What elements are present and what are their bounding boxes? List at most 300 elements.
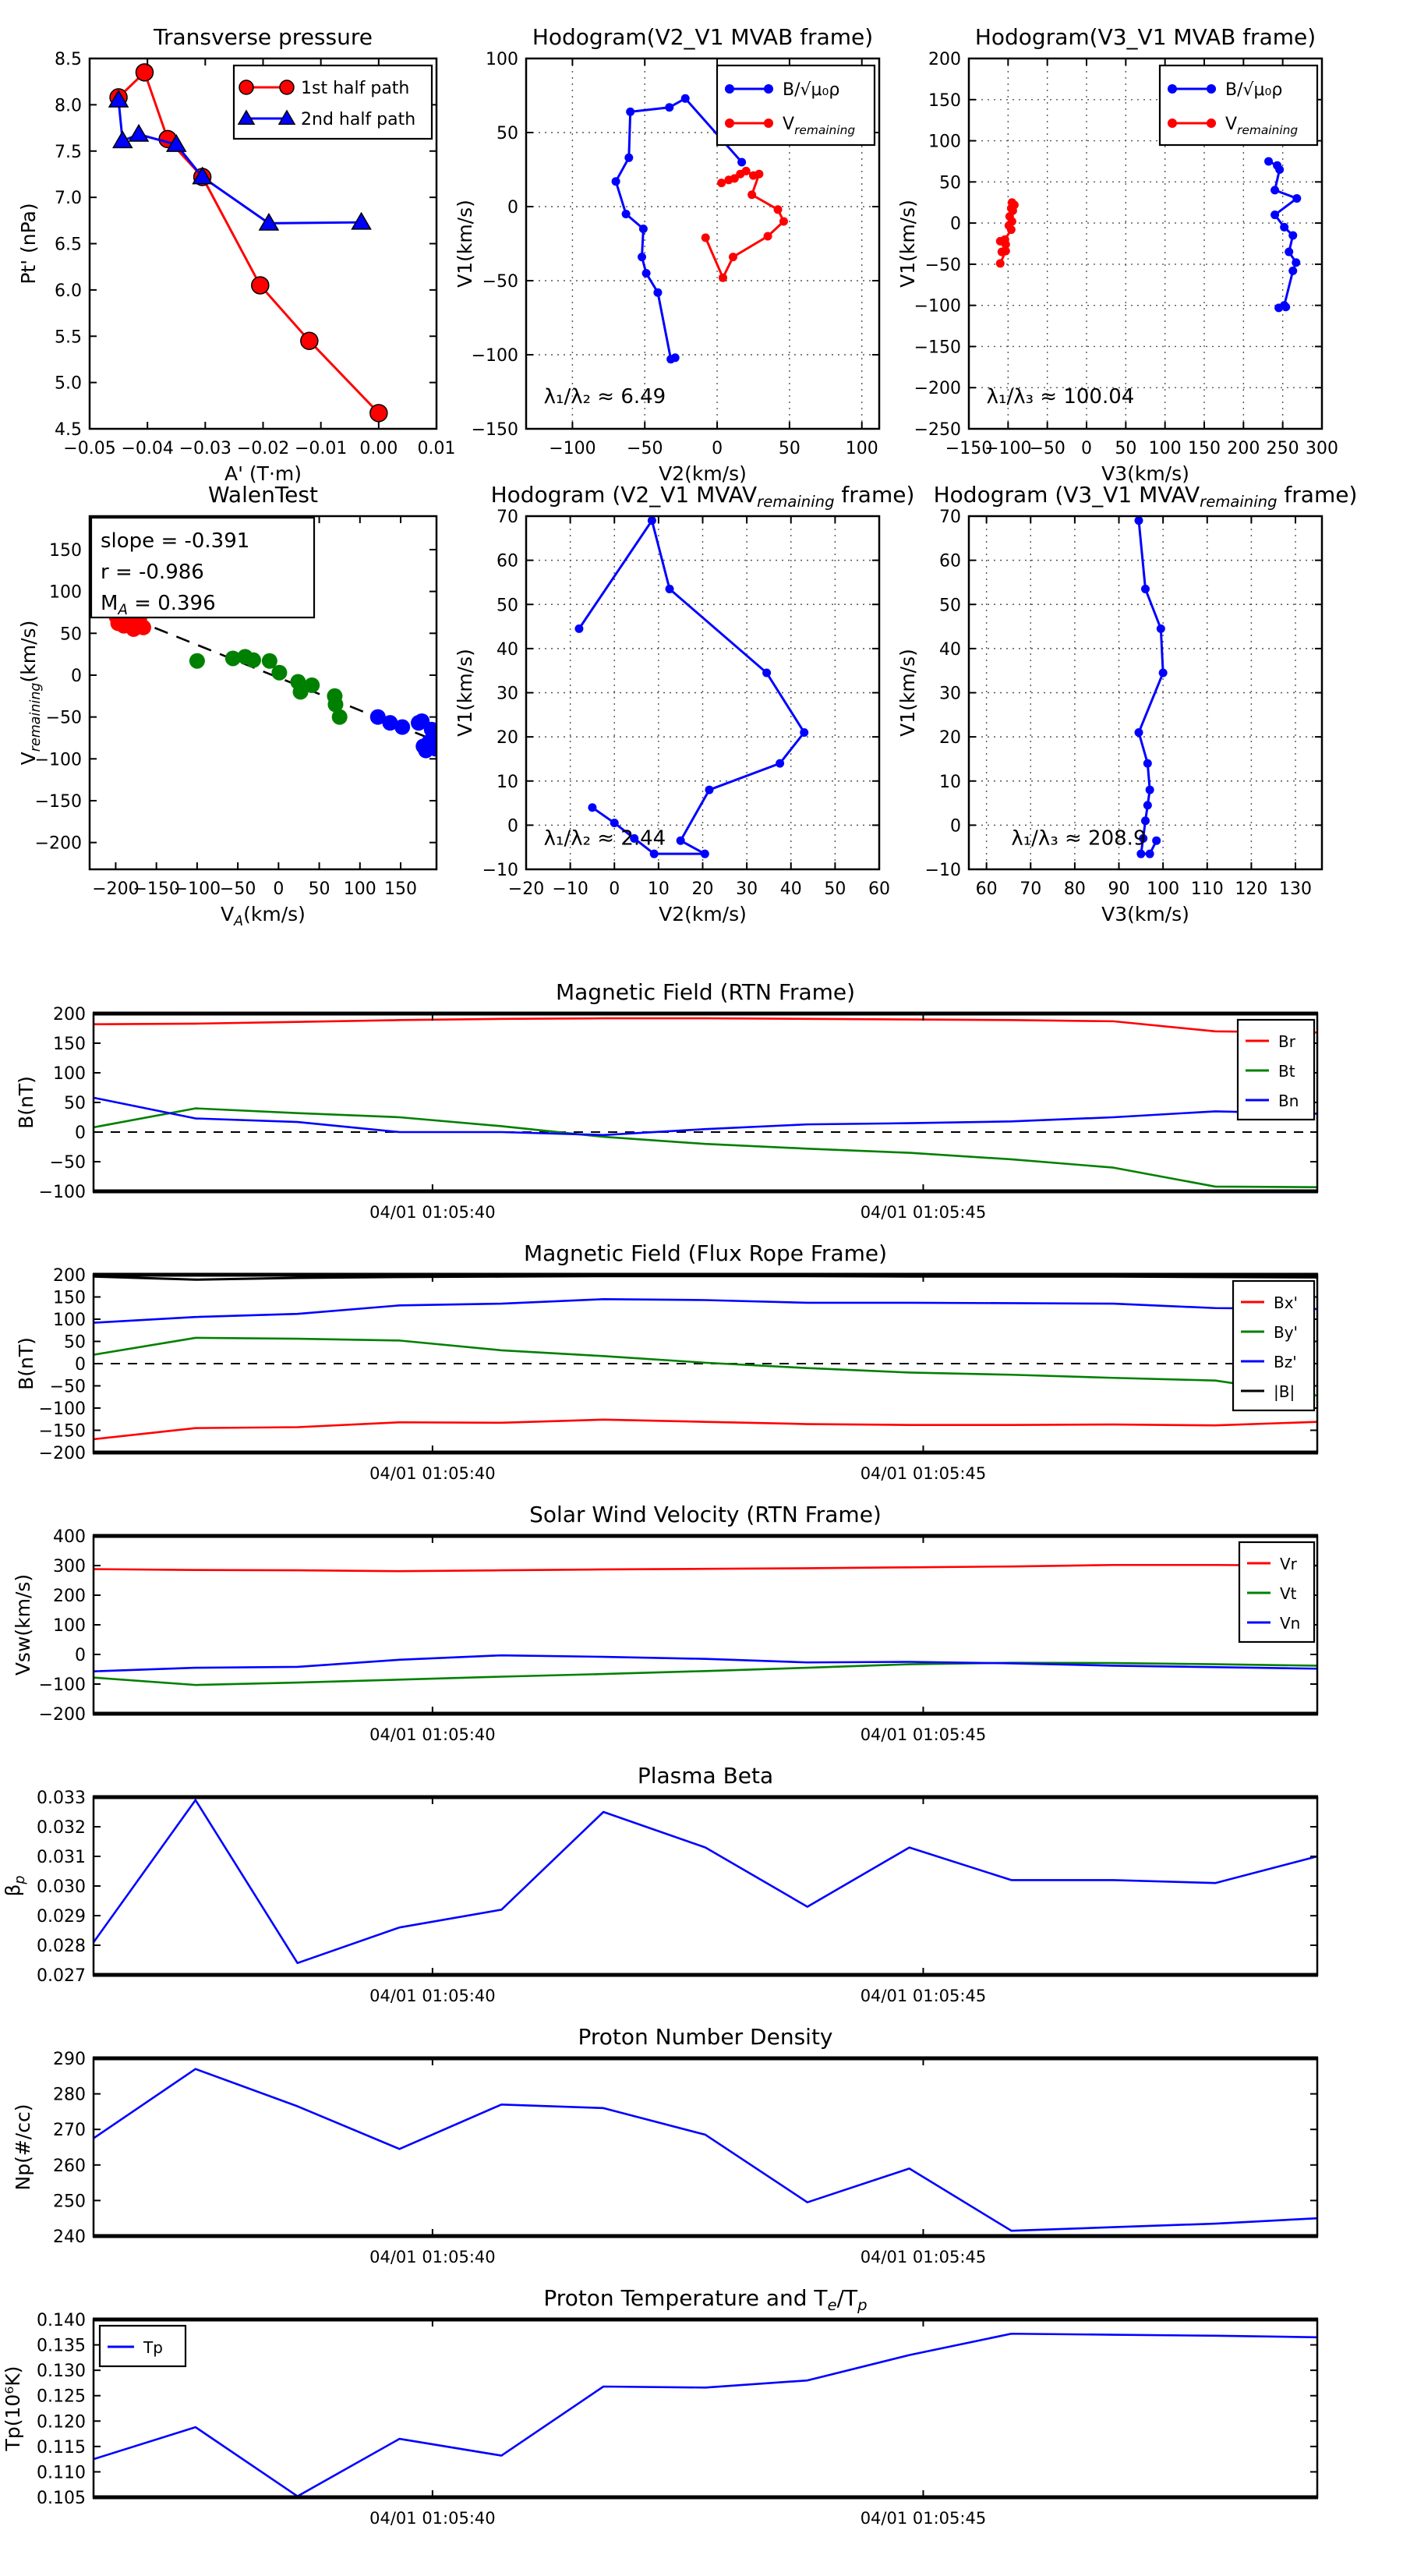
y-tick-label: 0	[75, 1646, 86, 1665]
x-axis-label: A' (T·m)	[224, 462, 302, 485]
x-tick-label: 0.01	[417, 439, 456, 458]
y-tick-label: 0.105	[37, 2489, 86, 2508]
x-tick-label: 70	[1020, 879, 1042, 899]
series-Br	[94, 1018, 1317, 1032]
time-tick-label: 04/01 01:05:40	[369, 2509, 496, 2528]
y-tick-label: −100	[38, 1399, 86, 1419]
marker-dot	[1264, 157, 1273, 165]
series-Bt	[94, 1109, 1317, 1187]
y-tick-label: 0.027	[37, 1966, 86, 1986]
y-tick-label: 100	[928, 132, 961, 152]
x-tick-label: 250	[1266, 439, 1299, 458]
y-tick-label: 30	[939, 684, 961, 704]
panel-magnetic-field-rtn	[15, 979, 1318, 1222]
x-tick-label: 10	[647, 879, 670, 899]
stats-line: $M_A = 0.396$	[101, 592, 216, 618]
marker-dot	[747, 190, 756, 199]
marker-dot	[677, 837, 685, 845]
y-tick-label: 40	[497, 639, 518, 660]
marker-dot	[1002, 247, 1010, 256]
y-tick-label: 8.0	[55, 96, 82, 116]
y-tick-label: −100	[38, 1675, 86, 1695]
legend-label: $V_{remaining}$	[783, 115, 856, 137]
y-tick-label: 60	[939, 551, 961, 571]
x-tick-label: 100	[1147, 879, 1180, 899]
marker-dot	[1146, 850, 1154, 858]
marker-dot	[304, 678, 320, 693]
x-tick-label: −150	[945, 439, 993, 458]
x-tick-label: −20	[507, 879, 545, 899]
panel-title: Transverse pressure	[154, 24, 373, 50]
x-tick-label: 40	[779, 879, 802, 899]
y-tick-label: 400	[53, 1527, 86, 1547]
marker-circle	[136, 64, 153, 81]
legend-label: 2nd half path	[301, 110, 416, 129]
y-tick-label: 0.130	[37, 2362, 86, 2382]
x-tick-label: 60	[975, 879, 998, 899]
marker-dot	[1207, 119, 1216, 128]
y-axis-label: V1(km/s)	[896, 200, 919, 288]
y-tick-label: −200	[34, 833, 82, 854]
marker-dot	[719, 274, 727, 282]
x-tick-label: 90	[1108, 879, 1130, 899]
y-tick-label: 0	[71, 666, 82, 686]
y-tick-label: 150	[928, 90, 961, 111]
y-tick-label: −50	[49, 1153, 86, 1173]
series-group	[1135, 516, 1168, 858]
panel-hodogram-v3v1-mvav	[896, 482, 1357, 925]
y-tick-label: 150	[53, 1035, 86, 1054]
x-tick-label: 20	[691, 879, 714, 899]
series-group	[94, 2334, 1317, 2496]
marker-dot	[1157, 625, 1165, 633]
y-axis-label: V1(km/s)	[454, 649, 476, 737]
legend-label: Tp	[143, 2338, 163, 2357]
marker-dot	[1146, 786, 1154, 794]
panel-title: Hodogram(V2_V1 MVAB frame)	[532, 24, 874, 50]
panel-proton-number-density	[12, 2024, 1318, 2266]
x-tick-label: 0	[273, 879, 284, 899]
marker-dot	[1292, 258, 1300, 267]
lambda-annotation: λ₁/λ₃ ≈ 100.04	[986, 384, 1135, 409]
series-Vr	[94, 1565, 1317, 1571]
x-axis-label: V2(km/s)	[659, 462, 747, 485]
legend-label: B/√μ₀ρ	[1225, 80, 1283, 100]
y-tick-label: 200	[53, 1005, 86, 1024]
y-tick-label: 6.5	[55, 235, 82, 255]
series-Bx-prime	[94, 1420, 1317, 1439]
marker-dot	[701, 850, 709, 858]
marker-dot	[800, 728, 808, 737]
x-tick-label: −50	[1029, 439, 1066, 458]
y-tick-label: 0	[950, 214, 961, 235]
time-tick-label: 04/01 01:05:40	[369, 1464, 496, 1483]
y-tick-label: 100	[49, 582, 82, 603]
y-tick-label: 6.0	[55, 281, 82, 301]
panel-title: Proton Temperature and $T_e/T_p$	[543, 2285, 868, 2314]
y-tick-label: −150	[38, 1421, 86, 1442]
legend-label: |B|	[1274, 1382, 1295, 1401]
y-tick-label: 0	[507, 816, 518, 837]
y-tick-label: 0.033	[37, 1789, 86, 1808]
y-tick-label: 0.115	[37, 2437, 86, 2457]
x-tick-label: 150	[1188, 439, 1221, 458]
y-tick-label: 0.135	[37, 2336, 86, 2356]
x-tick-label: 60	[868, 879, 890, 899]
x-tick-label: 200	[1227, 439, 1260, 458]
marker-dot	[1207, 84, 1216, 94]
series-V-remaining	[705, 171, 783, 278]
y-tick-label: 240	[53, 2227, 86, 2247]
y-tick-label: 50	[60, 625, 82, 645]
y-tick-label: 0.125	[37, 2387, 86, 2407]
panel-title: WalenTest	[208, 482, 318, 508]
marker-triangle	[352, 213, 371, 229]
marker-dot	[653, 288, 662, 297]
time-tick-label: 04/01 01:05:45	[860, 1203, 987, 1222]
x-tick-label: −50	[219, 879, 256, 899]
y-tick-label: 20	[939, 728, 961, 748]
y-tick-label: 0.029	[37, 1907, 86, 1927]
series-group	[94, 2069, 1317, 2231]
time-tick-label: 04/01 01:05:40	[369, 1987, 496, 2005]
y-tick-label: 10	[497, 772, 518, 792]
y-tick-label: 0.028	[37, 1937, 86, 1956]
y-tick-label: 0	[75, 1123, 86, 1143]
marker-dot	[671, 353, 680, 362]
y-tick-label: 200	[53, 1266, 86, 1286]
marker-dot	[189, 653, 205, 669]
y-tick-label: 200	[928, 50, 961, 69]
marker-dot	[624, 154, 633, 162]
axes-frame	[94, 1014, 1317, 1191]
marker-dot	[574, 625, 583, 633]
panel-walen-test	[17, 482, 444, 929]
marker-dot	[774, 205, 783, 214]
marker-triangle	[129, 125, 148, 141]
y-tick-label: 70	[497, 508, 518, 527]
legend-label: Bt	[1278, 1062, 1295, 1081]
legend-label: $V_{remaining}$	[1225, 115, 1299, 137]
y-axis-label: Pt' (nPa)	[17, 203, 40, 285]
x-tick-label: 50	[1115, 439, 1137, 458]
x-tick-label: 50	[824, 879, 846, 899]
marker-dot	[776, 759, 784, 768]
y-axis-label: B(nT)	[15, 1337, 37, 1390]
time-tick-label: 04/01 01:05:40	[369, 2248, 496, 2266]
y-tick-label: 290	[53, 2050, 86, 2069]
time-tick-label: 04/01 01:05:40	[369, 1725, 496, 1744]
y-tick-label: 7.5	[55, 142, 82, 162]
y-tick-label: 0.110	[37, 2463, 86, 2483]
marker-dot	[1270, 211, 1279, 219]
y-axis-label: Np(#/cc)	[12, 2104, 34, 2191]
x-tick-label: −0.01	[294, 439, 348, 458]
y-tick-label: −200	[914, 379, 961, 399]
time-tick-label: 04/01 01:05:45	[860, 1987, 987, 2005]
y-tick-label: 270	[53, 2121, 86, 2141]
legend-label: Br	[1278, 1032, 1295, 1051]
y-tick-label: −100	[34, 750, 82, 770]
marker-dot	[1143, 759, 1152, 768]
time-tick-label: 04/01 01:05:45	[860, 2509, 987, 2528]
panel-transverse-pressure	[17, 24, 455, 485]
y-axis-label: V1(km/s)	[896, 649, 919, 737]
y-axis-label: V1(km/s)	[454, 200, 476, 288]
x-tick-label: −100	[984, 439, 1032, 458]
x-tick-label: −50	[627, 439, 663, 458]
panel-title: Hodogram (V3_V1 $MVAV_{remaining}$ frame)	[933, 482, 1358, 511]
series-Tp	[94, 2334, 1317, 2496]
marker-dot	[1280, 223, 1288, 232]
y-tick-label: 0.032	[37, 1818, 86, 1838]
marker-dot	[1168, 119, 1177, 128]
marker-dot	[394, 720, 410, 735]
legend-label: Bz'	[1274, 1353, 1297, 1371]
marker-dot	[764, 232, 772, 241]
panel-title: Proton Number Density	[578, 2024, 833, 2050]
y-tick-label: 10	[939, 772, 961, 792]
x-tick-label: 120	[1235, 879, 1268, 899]
x-tick-label: −0.05	[63, 439, 116, 458]
y-tick-label: 0.031	[37, 1848, 86, 1867]
x-tick-label: 100	[343, 879, 376, 899]
y-tick-label: −150	[34, 791, 82, 812]
marker-dot	[764, 119, 773, 128]
y-tick-label: 300	[53, 1557, 86, 1576]
y-tick-label: 40	[939, 639, 961, 660]
marker-dot	[725, 119, 734, 128]
marker-dot	[622, 210, 631, 218]
marker-dot	[136, 620, 151, 635]
marker-dot	[779, 218, 788, 226]
axes-frame	[94, 1797, 1317, 1975]
time-tick-label: 04/01 01:05:45	[860, 1725, 987, 1744]
y-tick-label: −150	[471, 420, 518, 440]
x-tick-label: −200	[92, 879, 140, 899]
panel-magnetic-field-flux-rope	[15, 1240, 1318, 1483]
panel-proton-temperature	[2, 2285, 1318, 2528]
x-tick-label: −100	[549, 439, 596, 458]
axes-frame	[94, 1536, 1317, 1714]
marker-dot	[1292, 194, 1301, 203]
y-tick-label: −200	[38, 1705, 86, 1725]
y-tick-label: 50	[939, 173, 961, 193]
marker-circle	[280, 80, 294, 94]
legend-label: By'	[1274, 1323, 1299, 1342]
y-tick-label: 50	[497, 596, 518, 616]
series-Np	[94, 2069, 1317, 2231]
time-tick-label: 04/01 01:05:45	[860, 2248, 987, 2266]
y-tick-label: 260	[53, 2156, 86, 2176]
y-tick-label: −100	[914, 296, 961, 317]
marker-dot	[1135, 728, 1143, 737]
y-tick-label: −150	[914, 338, 961, 358]
series-beta-p	[94, 1800, 1317, 1963]
axes-frame	[94, 2058, 1317, 2236]
y-tick-label: 8.5	[55, 50, 82, 69]
marker-dot	[1141, 816, 1150, 825]
marker-dot	[705, 786, 713, 794]
marker-dot	[271, 665, 287, 681]
marker-dot	[638, 253, 646, 261]
y-tick-label: 5.0	[55, 373, 82, 394]
marker-dot	[1285, 248, 1293, 257]
series-group	[94, 1800, 1317, 1963]
y-tick-label: 20	[497, 728, 518, 748]
series-v-hodogram	[579, 521, 804, 855]
y-tick-label: −100	[471, 346, 518, 366]
y-tick-label: −50	[482, 272, 518, 292]
panel-title: Hodogram(V3_V1 MVAB frame)	[974, 24, 1316, 50]
time-tick-label: 04/01 01:05:45	[860, 1464, 987, 1483]
legend-label: 1st half path	[301, 79, 410, 98]
time-tick-label: 04/01 01:05:40	[369, 1203, 496, 1222]
y-tick-label: 50	[64, 1332, 86, 1353]
marker-dot	[1159, 669, 1168, 678]
marker-dot	[1288, 267, 1297, 275]
panel-plasma-beta	[2, 1763, 1318, 2005]
marker-dot	[725, 84, 734, 94]
legend-label: Bn	[1278, 1092, 1299, 1110]
y-tick-label: 4.5	[55, 420, 82, 440]
marker-dot	[755, 170, 763, 179]
y-tick-label: 0	[950, 816, 961, 837]
x-tick-label: −0.04	[121, 439, 174, 458]
series-group	[94, 1276, 1317, 1439]
y-tick-label: −10	[924, 861, 961, 880]
marker-dot	[642, 269, 651, 278]
panel-hodogram-v2v1-mvab	[454, 24, 879, 485]
y-tick-label: 30	[497, 684, 518, 704]
marker-dot	[1168, 84, 1177, 94]
x-axis-label: V3(km/s)	[1101, 462, 1189, 485]
series-Bz-prime	[94, 1299, 1317, 1322]
marker-dot	[742, 167, 751, 175]
panel-solar-wind-velocity	[12, 1502, 1318, 1744]
marker-circle	[370, 405, 387, 422]
y-tick-label: 0	[507, 198, 518, 218]
y-axis-label: $V_{remaining}(km/s)$	[17, 620, 44, 766]
y-tick-label: 7.0	[55, 189, 82, 209]
x-tick-label: −150	[133, 879, 180, 899]
y-tick-label: 50	[939, 596, 961, 616]
marker-dot	[648, 516, 656, 525]
y-axis-label: Vsw(km/s)	[12, 1573, 34, 1676]
y-tick-label: 0	[75, 1355, 86, 1375]
y-tick-label: 200	[53, 1587, 86, 1606]
series-By-prime	[94, 1338, 1317, 1396]
marker-dot	[702, 233, 710, 242]
x-tick-label: 150	[384, 879, 418, 899]
marker-triangle	[113, 132, 132, 148]
x-tick-label: 0	[609, 879, 620, 899]
y-tick-label: −250	[914, 420, 961, 440]
marker-circle	[301, 332, 318, 349]
marker-dot	[639, 225, 648, 233]
y-axis-label: Tp(10⁶K)	[2, 2365, 24, 2451]
series-group	[94, 1018, 1317, 1187]
marker-dot	[1288, 231, 1297, 239]
marker-dot	[681, 94, 690, 103]
marker-circle	[252, 277, 269, 294]
series-Bn	[94, 1098, 1317, 1135]
x-tick-label: 0.00	[359, 439, 398, 458]
legend-label: Vn	[1280, 1614, 1301, 1633]
x-tick-label: 0	[712, 439, 723, 458]
panel-title: Plasma Beta	[637, 1763, 774, 1789]
marker-triangle	[260, 214, 278, 230]
marker-dot	[650, 850, 659, 858]
panel-title: Magnetic Field (Flux Rope Frame)	[523, 1240, 888, 1266]
x-tick-label: 80	[1063, 879, 1086, 899]
marker-dot	[1135, 516, 1143, 525]
panel-title: Hodogram (V2_V1 $MVAV_{remaining}$ frame)	[490, 482, 915, 511]
y-tick-label: 150	[53, 1288, 86, 1308]
x-tick-label: −100	[173, 879, 221, 899]
legend-label: Vr	[1280, 1555, 1297, 1573]
y-tick-label: 0.120	[37, 2412, 86, 2433]
x-axis-label: V2(km/s)	[659, 903, 747, 925]
marker-dot	[1007, 225, 1016, 234]
y-tick-label: 60	[497, 551, 518, 571]
x-tick-label: −0.03	[178, 439, 232, 458]
marker-dot	[246, 653, 261, 668]
marker-dot	[1136, 850, 1145, 858]
lambda-annotation: λ₁/λ₂ ≈ 2.44	[543, 826, 666, 851]
panel-title: Magnetic Field (RTN Frame)	[555, 979, 856, 1005]
y-tick-label: 70	[939, 508, 961, 527]
y-tick-label: −50	[924, 255, 961, 275]
y-tick-label: 100	[486, 50, 518, 69]
marker-dot	[1275, 165, 1284, 174]
y-tick-label: 280	[53, 2085, 86, 2105]
y-tick-label: 250	[53, 2192, 86, 2212]
marker-dot	[666, 585, 674, 593]
panel-hodogram-v2v1-mvav	[454, 482, 914, 925]
x-tick-label: 110	[1190, 879, 1224, 899]
x-tick-label: 100	[845, 439, 878, 458]
stats-line: slope = -0.391	[101, 529, 250, 553]
y-tick-label: 0.140	[37, 2311, 86, 2330]
marker-dot	[626, 108, 634, 116]
marker-dot	[1143, 801, 1152, 809]
stats-line: r = -0.986	[101, 561, 204, 584]
series-group	[574, 516, 808, 858]
marker-dot	[1281, 303, 1290, 311]
lambda-annotation: λ₁/λ₂ ≈ 6.49	[543, 384, 666, 409]
legend-label: Bx'	[1274, 1293, 1299, 1312]
y-tick-label: 150	[49, 540, 82, 561]
y-tick-label: 100	[53, 1311, 86, 1330]
x-tick-label: 50	[308, 879, 330, 899]
marker-dot	[1270, 186, 1279, 194]
y-tick-label: 100	[53, 1064, 86, 1084]
y-axis-label: $\beta_p$	[2, 1875, 28, 1897]
y-axis-label: B(nT)	[15, 1076, 37, 1129]
marker-dot	[588, 803, 596, 812]
y-tick-label: 50	[64, 1094, 86, 1113]
y-tick-label: 50	[497, 124, 518, 143]
marker-circle	[239, 80, 253, 94]
y-tick-label: −50	[45, 708, 82, 728]
y-tick-label: −10	[482, 861, 518, 880]
marker-dot	[1141, 585, 1150, 593]
y-tick-label: 5.5	[55, 327, 82, 348]
marker-dot	[665, 103, 673, 111]
panel-title: Solar Wind Velocity (RTN Frame)	[529, 1502, 882, 1527]
lambda-annotation: λ₁/λ₃ ≈ 208.9	[1011, 826, 1147, 851]
